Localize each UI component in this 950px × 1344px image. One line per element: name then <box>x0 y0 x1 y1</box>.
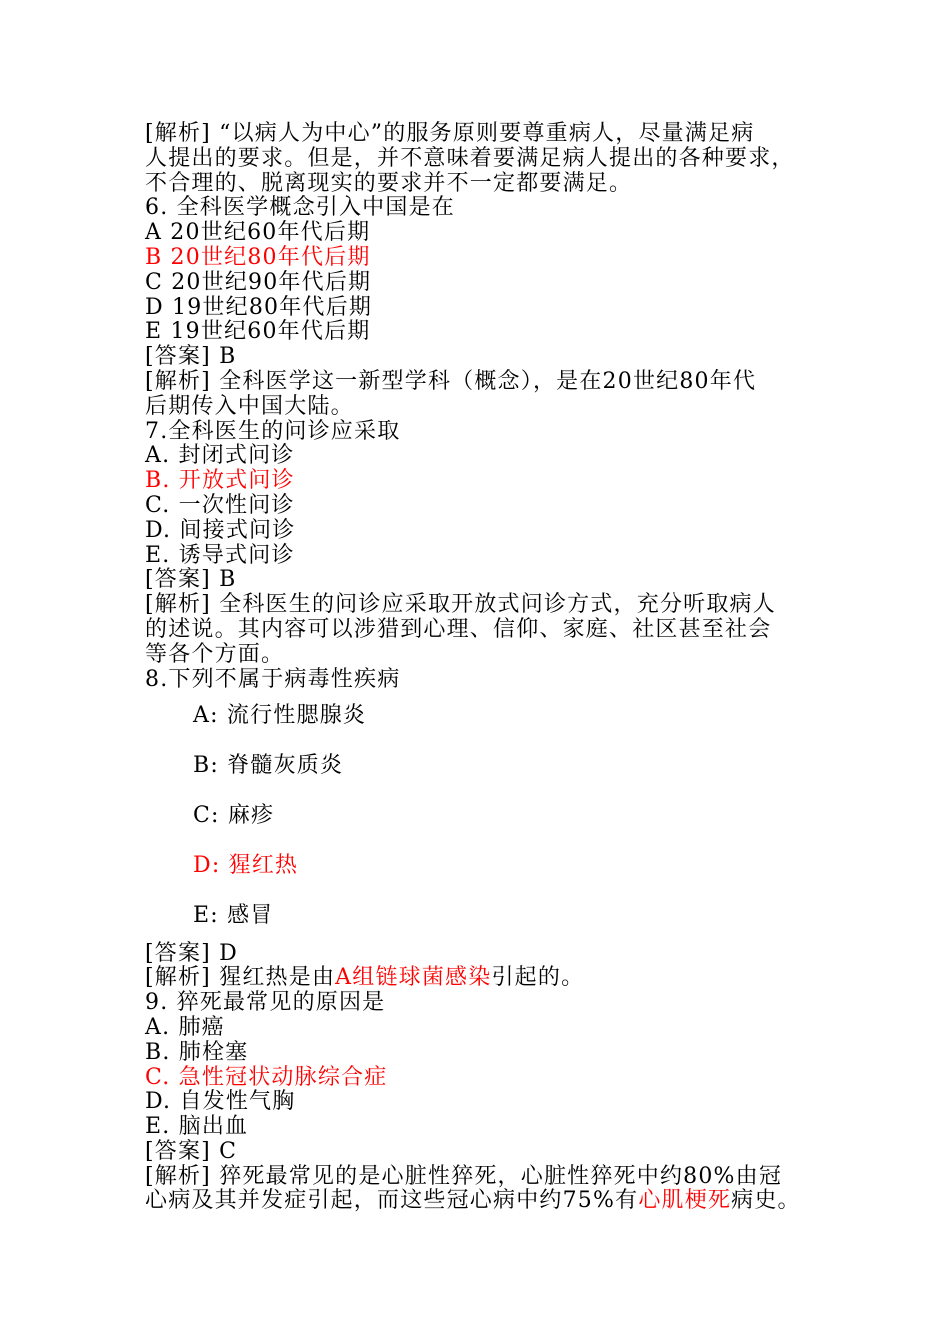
question-6-option-a: A 20世纪60年代后期 <box>145 220 371 246</box>
question-8-explanation-highlight: A组链球菌感染 <box>335 965 492 991</box>
question-7-explanation-2: 的述说。其内容可以涉猎到心理、信仰、家庭、社区甚至社会 <box>145 616 772 642</box>
question-6-explanation-2: 后期传入中国大陆。 <box>145 393 354 419</box>
question-9-answer: [答案] C <box>145 1138 238 1164</box>
question-8-option-c: C: 麻疹 <box>193 802 275 828</box>
question-8-explanation-suffix: 引起的。 <box>491 965 585 991</box>
question-8-option-e: E: 感冒 <box>193 902 274 928</box>
question-7-option-a: A. 封闭式问诊 <box>145 443 295 469</box>
question-7-option-d: D. 间接式问诊 <box>145 517 296 543</box>
question-8 <box>145 668 825 992</box>
question-6-option-b-correct: B 20世纪80年代后期 <box>145 244 371 270</box>
intro-explanation <box>145 122 825 196</box>
question-9-option-c-correct: C. 急性冠状动脉综合症 <box>145 1064 388 1090</box>
question-6-option-e: E 19世纪60年代后期 <box>145 319 371 345</box>
question-6 <box>145 196 825 419</box>
question-7-answer: [答案] B <box>145 567 237 593</box>
question-7 <box>145 420 825 668</box>
question-7-option-b-correct: B. 开放式问诊 <box>145 468 295 494</box>
question-9-option-a: A. 肺癌 <box>145 1014 225 1040</box>
question-8-option-d-correct: D: 猩红热 <box>193 852 299 878</box>
question-9-option-d: D. 自发性气胸 <box>145 1089 296 1115</box>
intro-line-2: 人提出的要求。但是，并不意味着要满足病人提出的各种要求， <box>145 145 795 171</box>
question-9-option-b: B. 肺栓塞 <box>145 1039 249 1065</box>
question-8-explanation <box>145 966 825 991</box>
question-9 <box>145 991 825 1214</box>
question-9-explanation-2 <box>145 1189 825 1214</box>
question-6-option-c: C 20世纪90年代后期 <box>145 269 372 295</box>
question-8-text: 8.下列不属于病毒性疾病 <box>145 666 401 692</box>
question-7-text: 7.全科医生的问诊应采取 <box>145 418 401 444</box>
question-7-option-e: E. 诱导式问诊 <box>145 542 295 568</box>
question-6-text: 6. 全科医学概念引入中国是在 <box>145 195 455 221</box>
question-8-option-a: A: 流行性腮腺炎 <box>193 703 367 729</box>
document-page <box>145 122 825 1214</box>
question-9-explanation-2-suffix: 病史。 <box>731 1188 801 1214</box>
question-6-explanation-1: [解析] 全科医学这一新型学科（概念），是在20世纪80年代 <box>145 368 757 394</box>
question-7-option-c: C. 一次性问诊 <box>145 492 295 518</box>
question-9-explanation-2-prefix: 心病及其并发症引起，而这些冠心病中约75%有 <box>145 1188 639 1214</box>
question-8-explanation-prefix: [解析] 猩红热是由 <box>145 965 336 991</box>
question-6-option-d: D 19世纪80年代后期 <box>145 294 373 320</box>
intro-line-3: 不合理的、脱离现实的要求并不一定都要满足。 <box>145 170 633 196</box>
question-7-explanation-1: [解析] 全科医生的问诊应采取开放式问诊方式，充分听取病人 <box>145 592 776 618</box>
question-9-explanation-2-highlight: 心肌梗死 <box>638 1188 732 1214</box>
intro-line-1: [解析] “以病人为中心”的服务原则要尊重病人，尽量满足病 <box>145 121 755 146</box>
question-7-explanation-3: 等各个方面。 <box>145 641 285 667</box>
question-9-option-e: E. 脑出血 <box>145 1114 249 1140</box>
question-9-text: 9. 猝死最常见的原因是 <box>145 990 386 1016</box>
question-8-answer: [答案] D <box>145 940 238 966</box>
question-9-explanation-1: [解析] 猝死最常见的是心脏性猝死，心脏性猝死中约80%由冠 <box>145 1163 783 1189</box>
question-6-answer: [答案] B <box>145 344 237 370</box>
question-8-option-b: B: 脊髓灰质炎 <box>193 753 344 779</box>
